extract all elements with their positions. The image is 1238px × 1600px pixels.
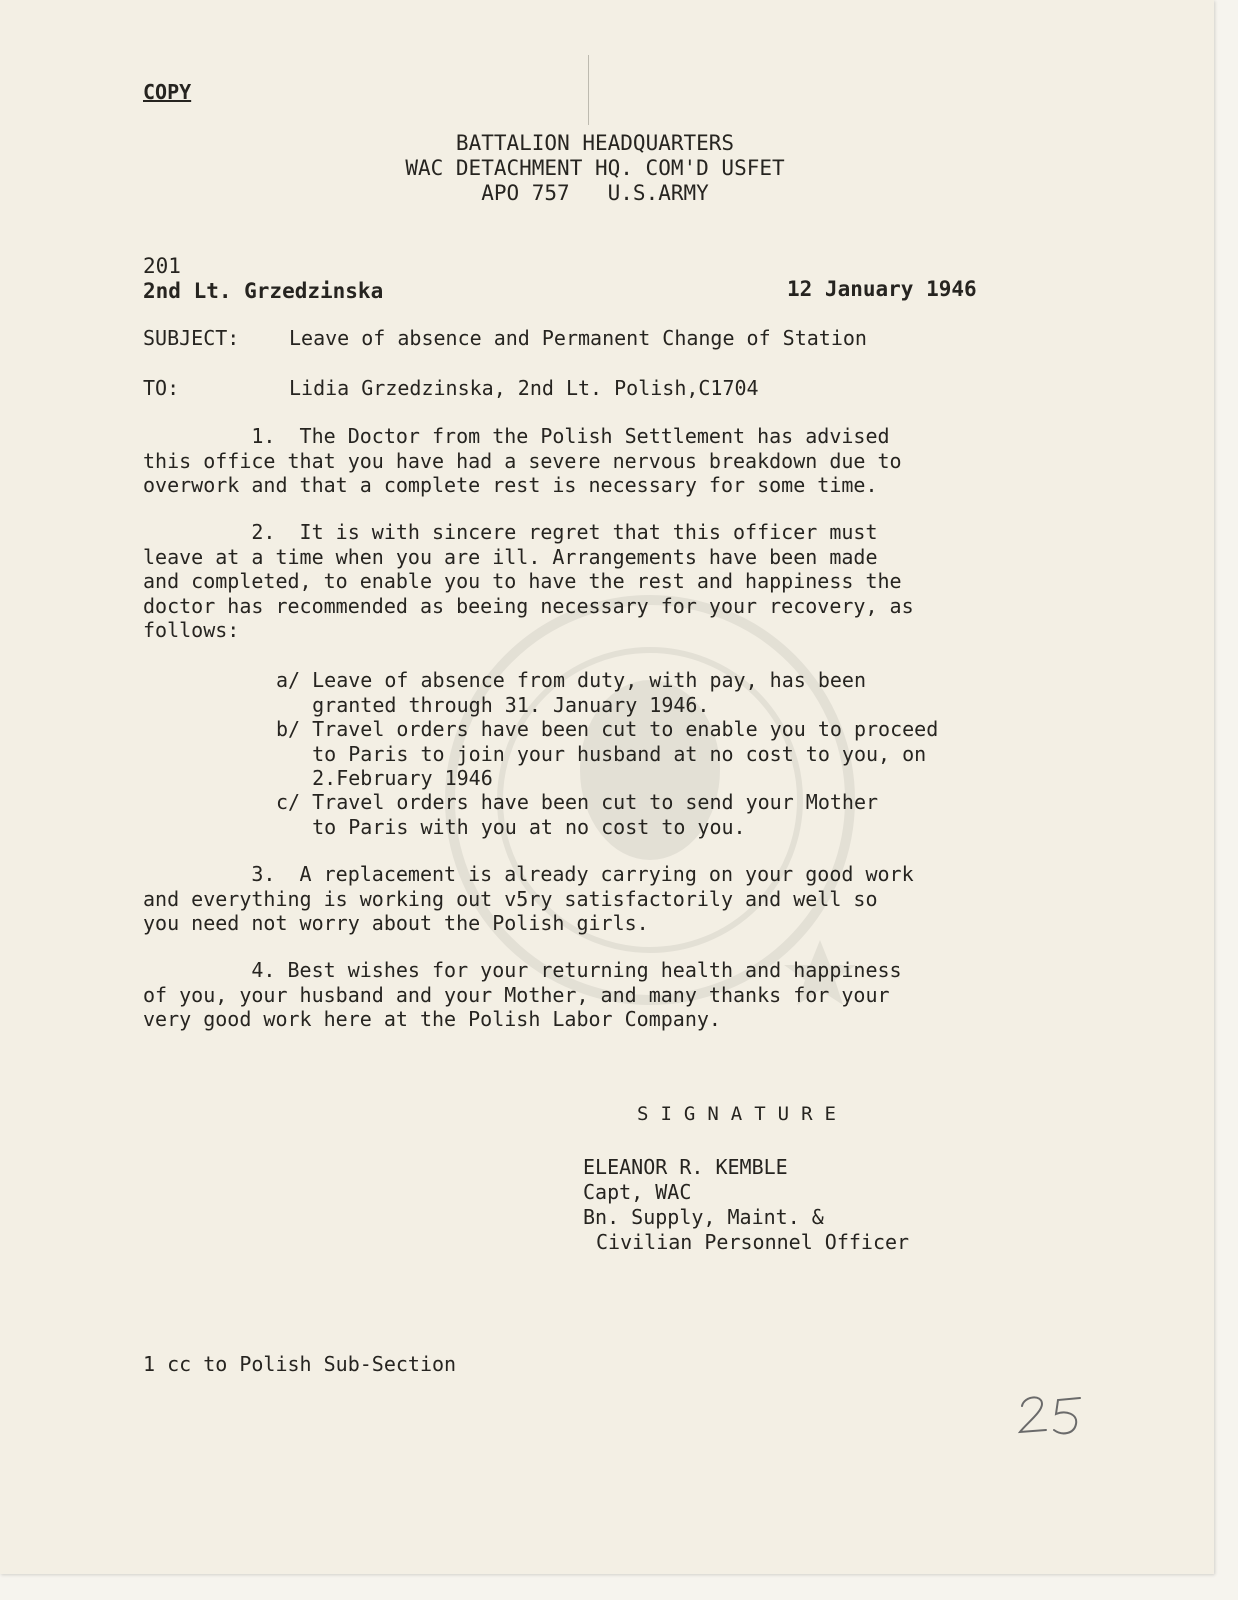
signature-heading: SIGNATURE bbox=[637, 1103, 848, 1125]
subject-value: Leave of absence and Permanent Change of Station bbox=[289, 326, 867, 350]
carbon-copy-note: 1 cc to Polish Sub-Section bbox=[143, 1352, 457, 1376]
paragraph-2: 2. It is with sincere regret that this officer must leave at a time when you are ill. Arrangements have been made and completed, to enable you to have the rest and happiness the doctor has recommended as beeing necessary for your recovery, as follows: bbox=[143, 520, 914, 642]
list-item-a: a/ Leave of absence from duty, with pay, has been granted through 31. January 1946. bbox=[276, 668, 867, 717]
reference-name: 2nd Lt. Grzedzinska bbox=[143, 279, 384, 303]
to-label: TO: bbox=[143, 376, 180, 400]
crease-mark bbox=[588, 55, 589, 125]
to-value: Lidia Grzedzinska, 2nd Lt. Polish,C1704 bbox=[289, 376, 759, 400]
header-line-1: BATTALION HEADQUARTERS bbox=[455, 131, 735, 155]
list-item-b: b/ Travel orders have been cut to enable you to proceed to Paris to join your husband at no cost to you, on 2.February 1946 bbox=[276, 717, 939, 790]
signatory-name: ELEANOR R. KEMBLE bbox=[583, 1155, 788, 1179]
list-item-c: c/ Travel orders have been cut to send your Mother to Paris with you at no cost to you. bbox=[276, 790, 879, 839]
signatory-rank: Capt, WAC bbox=[583, 1180, 692, 1204]
letter-date: 12 January 1946 bbox=[787, 277, 977, 301]
paragraph-1: 1. The Doctor from the Polish Settlement has advised this office that you have had a severe nervous breakdown due to overwork and that a complete rest is necessary for some time. bbox=[143, 424, 902, 497]
header-line-2: WAC DETACHMENT HQ. COM'D USFET bbox=[405, 156, 785, 180]
signatory-title-1: Bn. Supply, Maint. & bbox=[583, 1205, 824, 1229]
paragraph-3: 3. A replacement is already carrying on your good work and everything is working out v5ry satisfactorily and well so you need not worry about the Polish girls. bbox=[143, 862, 914, 935]
header-line-3: APO 757 U.S.ARMY bbox=[481, 181, 709, 205]
handwritten-page-number bbox=[1014, 1390, 1094, 1440]
paragraph-4: 4. Best wishes for your returning health and happiness of you, your husband and your Mother, and many thanks for your very good work here at the Polish Labor Company. bbox=[143, 958, 902, 1031]
file-number: 201 bbox=[143, 254, 181, 278]
copy-mark: COPY bbox=[143, 80, 192, 104]
signatory-title-2: Civilian Personnel Officer bbox=[596, 1230, 910, 1254]
subject-label: SUBJECT: bbox=[143, 326, 240, 350]
